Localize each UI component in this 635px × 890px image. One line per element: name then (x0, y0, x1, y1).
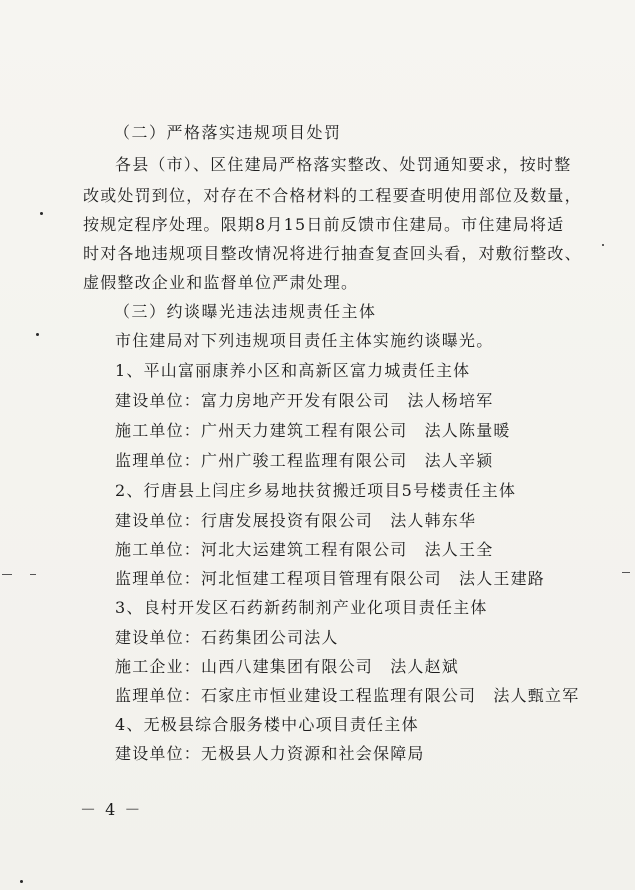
project-title: 2、行唐县上闫庄乡易地扶贫搬迁项目5号楼责任主体 (115, 481, 517, 500)
entity-line: 施工单位：河北大运建筑工程有限公司 法人王全 (115, 540, 494, 559)
project-title: 3、良村开发区石药新药制剂产业化项目责任主体 (115, 598, 488, 617)
paragraph-line: 各县（市）、区住建局严格落实整改、处罚通知要求，按时整 (115, 155, 572, 174)
entity-line: 监理单位：广州广骏工程监理有限公司 法人辛颍 (115, 451, 494, 470)
entity-line: 建设单位：石药集团公司法人 (115, 628, 339, 647)
scan-dash (2, 574, 12, 575)
entity-line: 监理单位：石家庄市恒业建设工程监理有限公司 法人甄立军 (115, 686, 580, 705)
paragraph-line: 时对各地违规项目整改情况将进行抽查复查回头看，对敷衍整改、 (83, 244, 582, 263)
section-heading-3: （三）约谈曝光违法违规责任主体 (114, 302, 377, 321)
scan-speck (602, 244, 604, 246)
entity-line: 建设单位：行唐发展投资有限公司 法人韩东华 (115, 511, 477, 530)
section-heading-2: （二）严格落实违规项目处罚 (114, 123, 342, 142)
scan-speck (36, 333, 39, 336)
entity-line: 施工单位：广州天力建筑工程有限公司 法人陈量暖 (115, 421, 511, 440)
scan-dash (30, 574, 36, 575)
entity-line: 监理单位：河北恒建工程项目管理有限公司 法人王建路 (115, 569, 546, 588)
entity-line: 施工企业：山西八建集团有限公司 法人赵斌 (115, 657, 460, 676)
scan-speck (40, 212, 43, 215)
scan-dash (622, 572, 630, 573)
section-intro: 市住建局对下列违规项目责任主体实施约谈曝光。 (115, 331, 494, 350)
scan-speck (20, 880, 23, 883)
entity-line: 建设单位：富力房地产开发有限公司 法人杨培军 (115, 391, 494, 410)
paragraph-line: 按规定程序处理。限期8月15日前反馈市住建局。市住建局将适 (83, 215, 565, 234)
entity-line: 建设单位：无极县人力资源和社会保障局 (115, 744, 425, 763)
paragraph-line: 虚假整改企业和监督单位严肃处理。 (83, 273, 359, 292)
project-title: 1、平山富丽康养小区和高新区富力城责任主体 (115, 361, 471, 380)
paragraph-line: 改或处罚到位，对存在不合格材料的工程要查明使用部位及数量， (83, 186, 582, 205)
page-number: － 4 － (80, 800, 143, 819)
project-title: 4、无极县综合服务楼中心项目责任主体 (115, 715, 419, 734)
